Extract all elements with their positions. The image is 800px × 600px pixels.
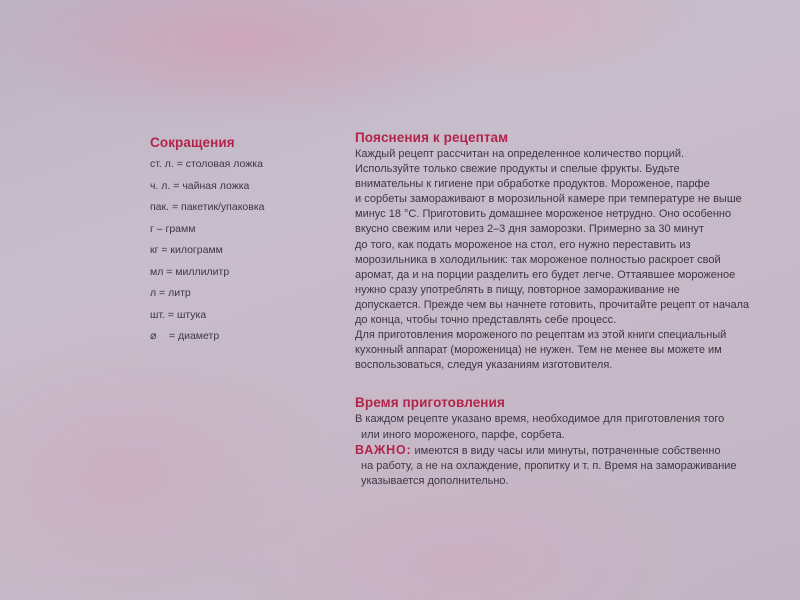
abbreviation-item: мл = миллилитр <box>150 265 230 278</box>
explanations-title: Пояснения к рецептам <box>355 130 509 145</box>
abbreviation-item: ч. л. = чайная ложка <box>150 179 250 192</box>
abbreviation-item: г – грамм <box>150 222 196 235</box>
explanation-line: воспользоваться, следуя указаниям изготовителя. <box>355 359 613 372</box>
explanation-line: внимательны к гигиене при обработке продуктов. Мороженое, парфе <box>355 178 710 191</box>
explanation-line: минус 18 °С. Приготовить домашнее мороженое нетрудно. Оно особенно <box>355 208 732 221</box>
explanation-line: Используйте только свежие продукты и спелые фрукты. Будьте <box>355 163 680 176</box>
explanation-line: до того, как подать мороженое на стол, его нужно переставить из <box>355 238 691 251</box>
abbreviation-item: кг = килограмм <box>150 244 223 256</box>
abbreviation-item: л = литр <box>150 287 191 299</box>
important-note <box>355 443 775 459</box>
abbreviation-item: ст. л. = столовая ложка <box>150 158 263 170</box>
abbreviation-item: пак. = пакетик/упаковка <box>150 201 265 213</box>
abbreviations-title: Сокращения <box>150 135 235 150</box>
prep-time-line: В каждом рецепте указано время, необходимое для приготовления того <box>355 413 725 426</box>
prep-time-line: или иного мороженого, парфе, сорбета. <box>361 428 565 441</box>
explanation-line: аромат, да и на порции разделить его будет легче. Оттаявшее мороженое <box>355 268 736 281</box>
important-text: имеются в виду часы или минуты, потраченные собственно <box>414 444 721 457</box>
section-spacer <box>355 373 775 395</box>
explanation-line: Для приготовления мороженого по рецептам из этой книги специальный <box>355 329 727 342</box>
explanation-line: вкусно свежим или через 2–3 дня заморозки. Примерно за 30 минут <box>355 223 704 236</box>
explanation-line: допускается. Прежде чем вы начнете готовить, прочитайте рецепт от начала <box>355 298 750 311</box>
explanation-line: морозильника в холодильник: так мороженое полностью раскроет свой <box>355 253 721 266</box>
diameter-icon: ⌀ <box>150 330 157 342</box>
explanation-line: до конца, чтобы точно представлять себе процесс. <box>355 314 617 327</box>
prep-time-section <box>355 395 775 488</box>
explanation-line: нужно сразу употреблять в пищу, повторное замораживание не <box>355 283 680 296</box>
diameter-text: = диаметр <box>168 330 220 342</box>
explanation-line: кухонный аппарат (мороженица) не нужен. Тем не менее вы можете им <box>355 344 722 357</box>
explanation-line: Каждый рецепт рассчитан на определенное количество порций. <box>355 148 685 160</box>
important-label: ВАЖНО: <box>355 442 412 457</box>
prep-time-line: на работу, а не на охлаждение, пропитку и т. п. Время на замораживание <box>361 459 737 472</box>
prep-time-title: Время приготовления <box>355 395 505 411</box>
abbreviations-section <box>150 135 320 352</box>
abbreviation-item: шт. = штука <box>150 308 207 321</box>
prep-time-line: указывается дополнительно. <box>361 474 509 487</box>
explanation-line: и сорбеты замораживают в морозильной камере при температуре не выше <box>355 193 742 206</box>
explanations-section <box>355 130 775 489</box>
abbreviation-item-diameter <box>150 330 320 342</box>
